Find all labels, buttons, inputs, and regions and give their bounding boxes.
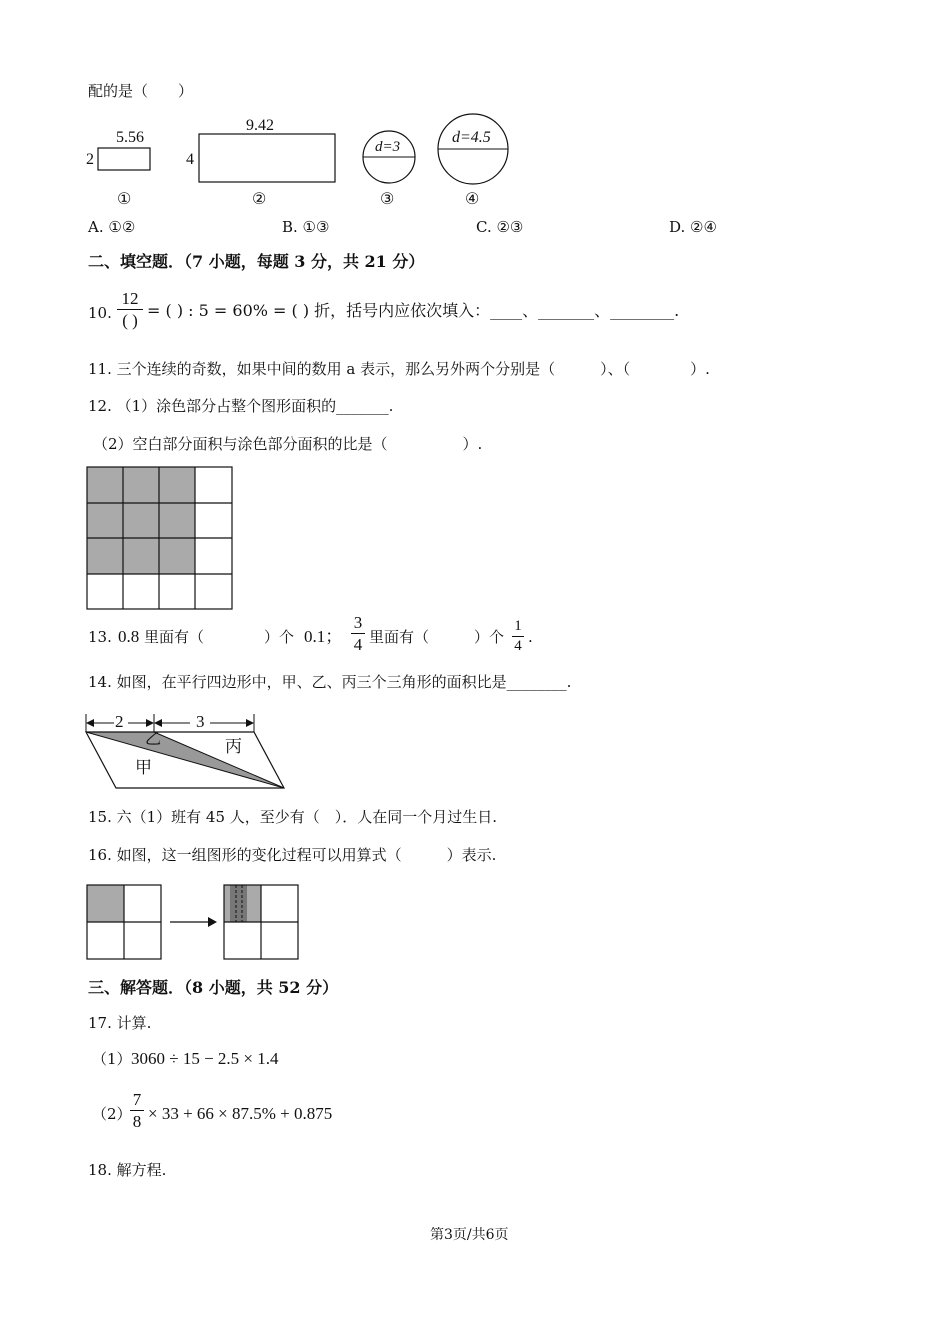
q10-number: 10. bbox=[88, 304, 112, 322]
q13-fraction-2-denominator: 4 bbox=[514, 638, 522, 654]
q16-transform-figure bbox=[86, 884, 302, 964]
q9-option-b[interactable]: B. ①③ bbox=[282, 218, 330, 236]
q16-text: 16. 如图，这一组图形的变化过程可以用算式（ ）表示. bbox=[88, 846, 497, 864]
q13-text-e: . bbox=[528, 628, 533, 646]
q10-fraction-denominator: ( ) bbox=[122, 311, 138, 330]
q9-option-a[interactable]: A. ①② bbox=[88, 218, 136, 236]
q10-fraction-numerator: 12 bbox=[121, 289, 139, 308]
q10-fraction bbox=[117, 290, 143, 329]
q10-fraction-bar bbox=[117, 309, 143, 310]
q15-text: 15. 六（1）班有 45 人，至少有（ ）．人在同一个月过生日. bbox=[88, 808, 498, 826]
q9-fig1-mark: ① bbox=[117, 189, 132, 208]
section-2-title: 二、填空题．（7 小题，每题 3 分，共 21 分） bbox=[88, 252, 425, 271]
q14-length-3: 3 bbox=[196, 712, 205, 731]
q13-value-a: 0.8 bbox=[118, 627, 140, 646]
page-number-footer: 第3页/共6页 bbox=[430, 1227, 509, 1243]
q13-number: 13. bbox=[88, 628, 112, 646]
q9-fig1-label: 5.56 bbox=[116, 129, 144, 146]
q13-fraction-1 bbox=[351, 614, 365, 653]
q13-fraction-2 bbox=[512, 619, 524, 654]
q17-part2-label: （2） bbox=[92, 1105, 132, 1123]
section-3-title: 三、解答题．（8 小题，共 52 分） bbox=[88, 978, 339, 997]
q17-part1-label: （1） bbox=[92, 1050, 132, 1068]
q9-figure-circle-small bbox=[360, 128, 420, 188]
q13-text-d: 里面有（ ）个 bbox=[369, 628, 505, 646]
q13-fraction-1-bar bbox=[351, 633, 365, 634]
q9-fig2-label: 9.42 bbox=[246, 117, 274, 134]
q14-length-2: 2 bbox=[115, 712, 124, 731]
q10-expression: = ( ) : 5 = 60% = ( ) 折，括号内应依次填入：____、_______、________. bbox=[147, 301, 680, 320]
q17-part2-fraction bbox=[130, 1091, 144, 1130]
q13-fraction-2-numerator: 1 bbox=[514, 618, 522, 634]
q9-fig1-side: 2 bbox=[86, 151, 94, 168]
q17-part2-fraction-numerator: 7 bbox=[132, 1090, 142, 1109]
q9-option-c[interactable]: C. ②③ bbox=[476, 218, 524, 236]
q13-value-c: 0.1； bbox=[304, 627, 343, 646]
q17-part1-expression: 3060 ÷ 15 − 2.5 × 1.4 bbox=[131, 1049, 279, 1068]
q17-part2-fraction-denominator: 8 bbox=[132, 1112, 142, 1131]
q12-part2: （2）空白部分面积与涂色部分面积的比是（ ）. bbox=[93, 435, 483, 453]
q12-part1: 12. （1）涂色部分占整个图形面积的_______. bbox=[88, 397, 394, 415]
q13-fraction-1-numerator: 3 bbox=[353, 613, 363, 632]
q18-title: 18. 解方程. bbox=[88, 1161, 167, 1179]
q9-figure-rect-large bbox=[196, 130, 338, 186]
q13-text-b: 里面有（ ）个 bbox=[144, 628, 295, 646]
q13-fraction-1-denominator: 4 bbox=[353, 635, 363, 654]
q11-text: 11. 三个连续的奇数，如果中间的数用 a 表示，那么另外两个分别是（ ）、（ ）. bbox=[88, 360, 710, 378]
q9-fig4-mark: ④ bbox=[465, 189, 480, 208]
q14-label-jia: 甲 bbox=[135, 758, 152, 778]
q17-part2-fraction-bar bbox=[130, 1110, 144, 1111]
q17-part2-expression: × 33 + 66 × 87.5% + 0.875 bbox=[148, 1104, 333, 1123]
q9-fig2-mark: ② bbox=[252, 189, 267, 208]
q14-label-bing: 丙 bbox=[225, 737, 242, 757]
q9-fig2-side: 4 bbox=[186, 151, 194, 168]
q9-stem-tail: 配的是（ ） bbox=[88, 82, 194, 100]
q9-fig4-label: d=4.5 bbox=[452, 129, 491, 146]
q9-figure-circle-large bbox=[436, 112, 512, 188]
q13-fraction-2-bar bbox=[512, 636, 524, 637]
q14-label-yi: 乙 bbox=[145, 729, 162, 748]
q9-option-d[interactable]: D. ②④ bbox=[669, 218, 717, 236]
q17-title: 17. 计算. bbox=[88, 1014, 152, 1032]
q12-grid-figure bbox=[86, 466, 234, 610]
q9-fig3-mark: ③ bbox=[380, 189, 395, 208]
q9-fig3-label: d=3 bbox=[375, 139, 401, 155]
q14-text: 14. 如图，在平行四边形中，甲、乙、丙三个三角形的面积比是________. bbox=[88, 673, 572, 691]
